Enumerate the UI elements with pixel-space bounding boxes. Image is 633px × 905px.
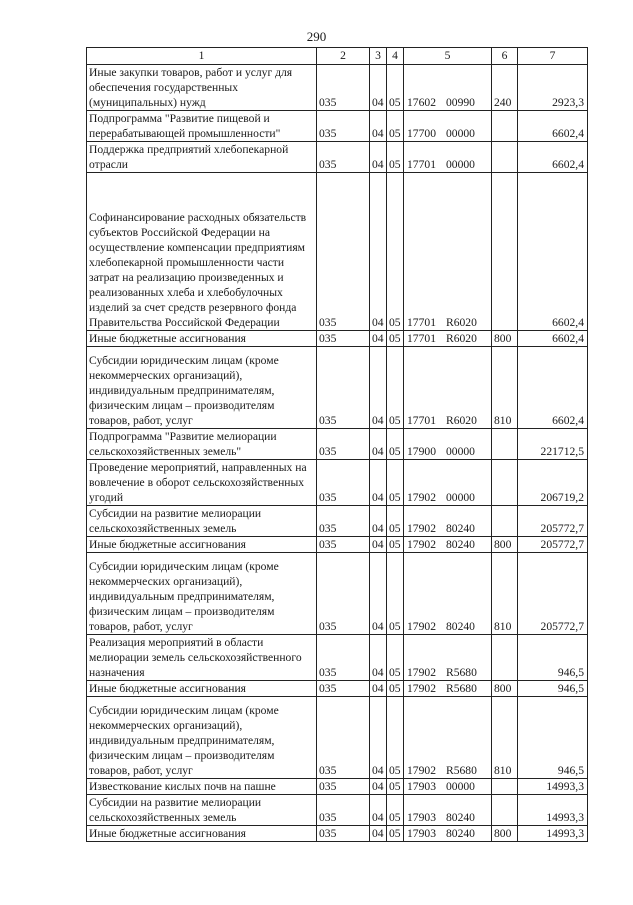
ministry-code-cell: 035 xyxy=(317,826,370,842)
amount-cell: 6602,4 xyxy=(518,111,588,142)
target-article-cell xyxy=(404,697,492,779)
expense-type-cell: 800 xyxy=(492,681,518,697)
table-row xyxy=(87,111,588,142)
expense-type-cell xyxy=(492,429,518,460)
section-code-cell: 04 xyxy=(370,429,387,460)
row-name-cell: Реализация мероприятий в области мелиорации земель сельскохозяйственного назначения xyxy=(87,635,317,681)
subsection-code-cell: 05 xyxy=(387,460,404,506)
table-row xyxy=(87,506,588,537)
target-article-cell xyxy=(404,681,492,697)
table-row xyxy=(87,635,588,681)
table-row xyxy=(87,553,588,635)
target-article-program: 17902 xyxy=(407,491,436,504)
subsection-code-cell: 05 xyxy=(387,331,404,347)
row-name-cell: Поддержка предприятий хлебопекарной отрасли xyxy=(87,142,317,173)
section-code-cell: 04 xyxy=(370,795,387,826)
table-row xyxy=(87,779,588,795)
table-row xyxy=(87,537,588,553)
target-article-direction: R5680 xyxy=(445,764,477,777)
section-code-cell: 04 xyxy=(370,506,387,537)
target-article-cell xyxy=(404,779,492,795)
table-row xyxy=(87,429,588,460)
section-code-cell: 04 xyxy=(370,681,387,697)
amount-cell: 14993,3 xyxy=(518,795,588,826)
target-article-program: 17902 xyxy=(407,538,436,551)
expense-type-cell xyxy=(492,506,518,537)
section-code-cell: 04 xyxy=(370,553,387,635)
subsection-code-cell: 05 xyxy=(387,826,404,842)
subsection-code-cell: 05 xyxy=(387,537,404,553)
ministry-code-cell: 035 xyxy=(317,697,370,779)
subsection-code-cell: 05 xyxy=(387,142,404,173)
target-article-cell xyxy=(404,173,492,331)
subsection-code-cell: 05 xyxy=(387,111,404,142)
target-article-cell xyxy=(404,553,492,635)
ministry-code-cell: 035 xyxy=(317,111,370,142)
row-name-cell: Субсидии на развитие мелиорации сельскохозяйственных земель xyxy=(87,506,317,537)
section-code-cell: 04 xyxy=(370,331,387,347)
column-header: 7 xyxy=(518,48,588,65)
expense-type-cell: 810 xyxy=(492,347,518,429)
target-article-program: 17900 xyxy=(407,445,436,458)
section-code-cell: 04 xyxy=(370,697,387,779)
subsection-code-cell: 05 xyxy=(387,173,404,331)
target-article-cell xyxy=(404,142,492,173)
column-header: 6 xyxy=(492,48,518,65)
section-code-cell: 04 xyxy=(370,779,387,795)
subsection-code-cell: 05 xyxy=(387,553,404,635)
row-name-cell: Иные бюджетные ассигнования xyxy=(87,537,317,553)
ministry-code-cell: 035 xyxy=(317,429,370,460)
table-row xyxy=(87,826,588,842)
section-code-cell: 04 xyxy=(370,635,387,681)
expense-type-cell: 800 xyxy=(492,331,518,347)
expense-type-cell xyxy=(492,795,518,826)
table-row xyxy=(87,697,588,779)
target-article-cell xyxy=(404,460,492,506)
target-article-direction: R5680 xyxy=(445,682,477,695)
target-article-program: 17701 xyxy=(407,414,436,427)
target-article-cell xyxy=(404,826,492,842)
ministry-code-cell: 035 xyxy=(317,347,370,429)
column-header: 2 xyxy=(317,48,370,65)
amount-cell: 6602,4 xyxy=(518,142,588,173)
target-article-direction: 00000 xyxy=(445,780,475,793)
ministry-code-cell: 035 xyxy=(317,553,370,635)
amount-cell: 946,5 xyxy=(518,635,588,681)
page-number: 290 xyxy=(306,29,327,44)
row-name-cell: Субсидии юридическим лицам (кроме некоммерческих организаций), индивидуальным предпринимателям, физическим лицам – производителям товаров, работ, услуг xyxy=(87,347,317,429)
target-article-program: 17602 xyxy=(407,96,436,109)
expense-type-cell: 810 xyxy=(492,553,518,635)
amount-cell: 6602,4 xyxy=(518,331,588,347)
target-article-cell xyxy=(404,65,492,111)
target-article-direction: 80240 xyxy=(445,620,475,633)
target-article-direction: 80240 xyxy=(445,538,475,551)
target-article-program: 17700 xyxy=(407,127,436,140)
ministry-code-cell: 035 xyxy=(317,506,370,537)
target-article-program: 17903 xyxy=(407,811,436,824)
subsection-code-cell: 05 xyxy=(387,429,404,460)
target-article-cell xyxy=(404,429,492,460)
section-code-cell: 04 xyxy=(370,173,387,331)
column-header: 1 xyxy=(87,48,317,65)
target-article-cell xyxy=(404,537,492,553)
target-article-direction: R6020 xyxy=(445,332,477,345)
subsection-code-cell: 05 xyxy=(387,347,404,429)
target-article-program: 17902 xyxy=(407,666,436,679)
target-article-direction: 80240 xyxy=(445,811,475,824)
amount-cell: 946,5 xyxy=(518,681,588,697)
table-header-row xyxy=(87,48,588,65)
subsection-code-cell: 05 xyxy=(387,506,404,537)
row-name-cell: Иные бюджетные ассигнования xyxy=(87,681,317,697)
expense-type-cell: 800 xyxy=(492,537,518,553)
row-name-cell: Субсидии юридическим лицам (кроме некоммерческих организаций), индивидуальным предпринимателям, физическим лицам – производителям товаров, работ, услуг xyxy=(87,553,317,635)
row-name-cell: Подпрограмма "Развитие мелиорации сельскохозяйственных земель" xyxy=(87,429,317,460)
target-article-direction: 80240 xyxy=(445,827,475,840)
table-row xyxy=(87,173,588,331)
target-article-program: 17903 xyxy=(407,827,436,840)
section-code-cell: 04 xyxy=(370,347,387,429)
target-article-direction: 00000 xyxy=(445,158,475,171)
row-name-cell: Софинансирование расходных обязательств субъектов Российской Федерации на осуществление компенсации предприятиям хлебопекарной промышленности части затрат на реализацию произведенных и реализованных хлеба и хлебобулочных изделий за счет средств резервного фонда Правительства Российской Федерации xyxy=(87,173,317,331)
amount-cell: 6602,4 xyxy=(518,173,588,331)
target-article-cell xyxy=(404,111,492,142)
subsection-code-cell: 05 xyxy=(387,795,404,826)
ministry-code-cell: 035 xyxy=(317,142,370,173)
row-name-cell: Иные бюджетные ассигнования xyxy=(87,826,317,842)
section-code-cell: 04 xyxy=(370,111,387,142)
expense-type-cell: 800 xyxy=(492,826,518,842)
target-article-direction: R5680 xyxy=(445,666,477,679)
ministry-code-cell: 035 xyxy=(317,460,370,506)
amount-cell: 205772,7 xyxy=(518,553,588,635)
target-article-program: 17902 xyxy=(407,682,436,695)
expense-type-cell: 810 xyxy=(492,697,518,779)
target-article-program: 17902 xyxy=(407,620,436,633)
column-header: 5 xyxy=(404,48,492,65)
target-article-direction: R6020 xyxy=(445,316,477,329)
ministry-code-cell: 035 xyxy=(317,779,370,795)
amount-cell: 946,5 xyxy=(518,697,588,779)
subsection-code-cell: 05 xyxy=(387,681,404,697)
table-row xyxy=(87,65,588,111)
table-row xyxy=(87,347,588,429)
expense-type-cell: 240 xyxy=(492,65,518,111)
row-name-cell: Иные закупки товаров, работ и услуг для обеспечения государственных (муниципальных) нужд xyxy=(87,65,317,111)
subsection-code-cell: 05 xyxy=(387,697,404,779)
amount-cell: 205772,7 xyxy=(518,506,588,537)
row-name-cell: Проведение мероприятий, направленных на вовлечение в оборот сельскохозяйственных угодий xyxy=(87,460,317,506)
target-article-direction: 00990 xyxy=(445,96,475,109)
amount-cell: 205772,7 xyxy=(518,537,588,553)
ministry-code-cell: 035 xyxy=(317,681,370,697)
row-name-cell: Субсидии юридическим лицам (кроме некоммерческих организаций), индивидуальным предпринимателям, физическим лицам – производителям товаров, работ, услуг xyxy=(87,697,317,779)
subsection-code-cell: 05 xyxy=(387,779,404,795)
ministry-code-cell: 035 xyxy=(317,537,370,553)
expense-type-cell xyxy=(492,111,518,142)
target-article-direction: 00000 xyxy=(445,445,475,458)
amount-cell: 2923,3 xyxy=(518,65,588,111)
target-article-direction: 00000 xyxy=(445,127,475,140)
amount-cell: 6602,4 xyxy=(518,347,588,429)
table-body xyxy=(87,48,588,842)
table-row xyxy=(87,331,588,347)
target-article-program: 17701 xyxy=(407,316,436,329)
budget-table xyxy=(86,47,588,842)
ministry-code-cell: 035 xyxy=(317,635,370,681)
ministry-code-cell: 035 xyxy=(317,65,370,111)
target-article-cell xyxy=(404,331,492,347)
expense-type-cell xyxy=(492,635,518,681)
target-article-program: 17903 xyxy=(407,780,436,793)
target-article-program: 17701 xyxy=(407,158,436,171)
row-name-cell: Субсидии на развитие мелиорации сельскохозяйственных земель xyxy=(87,795,317,826)
table-row xyxy=(87,460,588,506)
amount-cell: 206719,2 xyxy=(518,460,588,506)
amount-cell: 14993,3 xyxy=(518,779,588,795)
table-row xyxy=(87,681,588,697)
section-code-cell: 04 xyxy=(370,826,387,842)
target-article-program: 17902 xyxy=(407,522,436,535)
amount-cell: 14993,3 xyxy=(518,826,588,842)
expense-type-cell xyxy=(492,460,518,506)
target-article-cell xyxy=(404,506,492,537)
expense-type-cell xyxy=(492,173,518,331)
row-name-cell: Подпрограмма "Развитие пищевой и перерабатывающей промышленности" xyxy=(87,111,317,142)
expense-type-cell xyxy=(492,779,518,795)
target-article-program: 17902 xyxy=(407,764,436,777)
section-code-cell: 04 xyxy=(370,142,387,173)
ministry-code-cell: 035 xyxy=(317,331,370,347)
row-name-cell: Известкование кислых почв на пашне xyxy=(87,779,317,795)
subsection-code-cell: 05 xyxy=(387,65,404,111)
target-article-direction: 80240 xyxy=(445,522,475,535)
target-article-cell xyxy=(404,635,492,681)
expense-type-cell xyxy=(492,142,518,173)
column-header: 3 xyxy=(370,48,387,65)
amount-cell: 221712,5 xyxy=(518,429,588,460)
target-article-cell xyxy=(404,347,492,429)
section-code-cell: 04 xyxy=(370,460,387,506)
table-row xyxy=(87,142,588,173)
table-row xyxy=(87,795,588,826)
subsection-code-cell: 05 xyxy=(387,635,404,681)
target-article-direction: 00000 xyxy=(445,491,475,504)
target-article-program: 17701 xyxy=(407,332,436,345)
row-name-cell: Иные бюджетные ассигнования xyxy=(87,331,317,347)
section-code-cell: 04 xyxy=(370,65,387,111)
target-article-cell xyxy=(404,795,492,826)
section-code-cell: 04 xyxy=(370,537,387,553)
column-header: 4 xyxy=(387,48,404,65)
ministry-code-cell: 035 xyxy=(317,173,370,331)
target-article-direction: R6020 xyxy=(445,414,477,427)
ministry-code-cell: 035 xyxy=(317,795,370,826)
